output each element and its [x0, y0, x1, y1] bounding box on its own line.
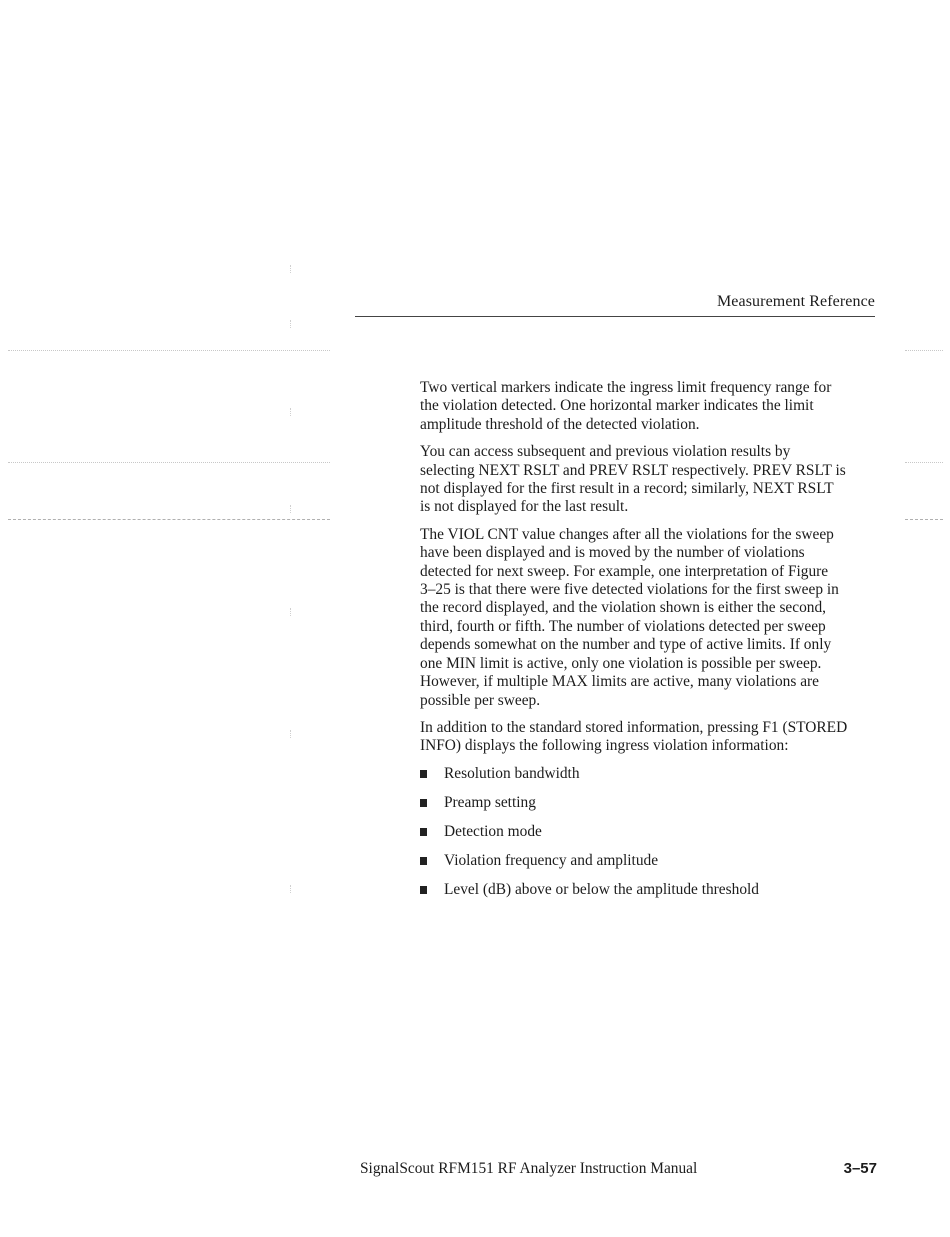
margin-tick: [290, 505, 291, 513]
margin-guide-line: [905, 519, 943, 520]
margin-guide-line: [905, 350, 943, 351]
paragraph-navigation: [420, 443, 875, 517]
text-line: selecting NEXT RSLT and PREV RSLT respectively. PREV RSLT is: [420, 461, 846, 479]
text-line: In addition to the standard stored information, pressing F1 (STORED: [420, 718, 848, 736]
paragraph-markers: [420, 379, 875, 434]
text-line: The VIOL CNT value changes after all the violations for the sweep: [420, 525, 834, 543]
square-bullet-icon: [420, 828, 427, 836]
margin-tick: [290, 885, 291, 893]
text-line: one MIN limit is active, only one violation is possible per sweep.: [420, 654, 822, 672]
text-line: Two vertical markers indicate the ingress limit frequency range for: [420, 379, 832, 396]
margin-guide-line: [905, 462, 943, 463]
list-item-text: Detection mode: [444, 822, 542, 840]
list-item: [420, 881, 875, 899]
body-text: [420, 379, 875, 910]
paragraph-violation-count: [420, 526, 875, 710]
text-line: INFO) displays the following ingress violation information:: [420, 737, 789, 755]
footer-manual-title: SignalScout RFM151 RF Analyzer Instruction Manual: [360, 1160, 698, 1177]
footer-page-number: 3–57: [843, 1160, 877, 1177]
ingress-info-list: [420, 765, 875, 899]
square-bullet-icon: [420, 770, 427, 778]
list-item-text: Violation frequency and amplitude: [444, 851, 659, 869]
text-line: third, fourth or fifth. The number of violations detected per sweep: [420, 617, 826, 635]
margin-tick: [290, 730, 291, 738]
margin-guide-line: [8, 350, 330, 351]
list-item: [420, 765, 875, 783]
square-bullet-icon: [420, 857, 427, 865]
list-item-text: Resolution bandwidth: [444, 764, 580, 782]
list-item-text: Level (dB) above or below the amplitude threshold: [444, 880, 759, 898]
list-item: [420, 852, 875, 870]
list-item-text: Preamp setting: [444, 793, 536, 811]
margin-guide-line: [8, 462, 330, 463]
margin-tick: [290, 265, 291, 273]
margin-guide-line: [8, 519, 330, 520]
header-rule: [355, 316, 875, 317]
text-line: However, if multiple MAX limits are active, many violations are: [420, 673, 820, 691]
running-header-title: Measurement Reference: [716, 293, 875, 310]
text-line: You can access subsequent and previous violation results by: [420, 443, 791, 461]
text-line: 3–25 is that there were five detected violations for the first sweep in: [420, 581, 839, 599]
square-bullet-icon: [420, 799, 427, 807]
list-item: [420, 794, 875, 812]
list-item: [420, 823, 875, 841]
text-line: depends somewhat on the number and type of active limits. If only: [420, 636, 832, 654]
square-bullet-icon: [420, 886, 427, 894]
margin-tick: [290, 408, 291, 416]
text-line: is not displayed for the last result.: [420, 498, 629, 516]
text-line: amplitude threshold of the detected violation.: [420, 415, 700, 433]
margin-tick: [290, 608, 291, 616]
text-line: not displayed for the first result in a record; similarly, NEXT RSLT: [420, 480, 834, 498]
text-line: the record displayed, and the violation shown is either the second,: [420, 599, 827, 617]
paragraph-stored-info: [420, 719, 875, 756]
text-line: detected for next sweep. For example, one interpretation of Figure: [420, 562, 829, 580]
text-line: the violation detected. One horizontal marker indicates the limit: [420, 397, 814, 415]
margin-tick: [290, 320, 291, 328]
text-line: have been displayed and is moved by the number of violations: [420, 544, 805, 562]
text-line: possible per sweep.: [420, 691, 541, 709]
